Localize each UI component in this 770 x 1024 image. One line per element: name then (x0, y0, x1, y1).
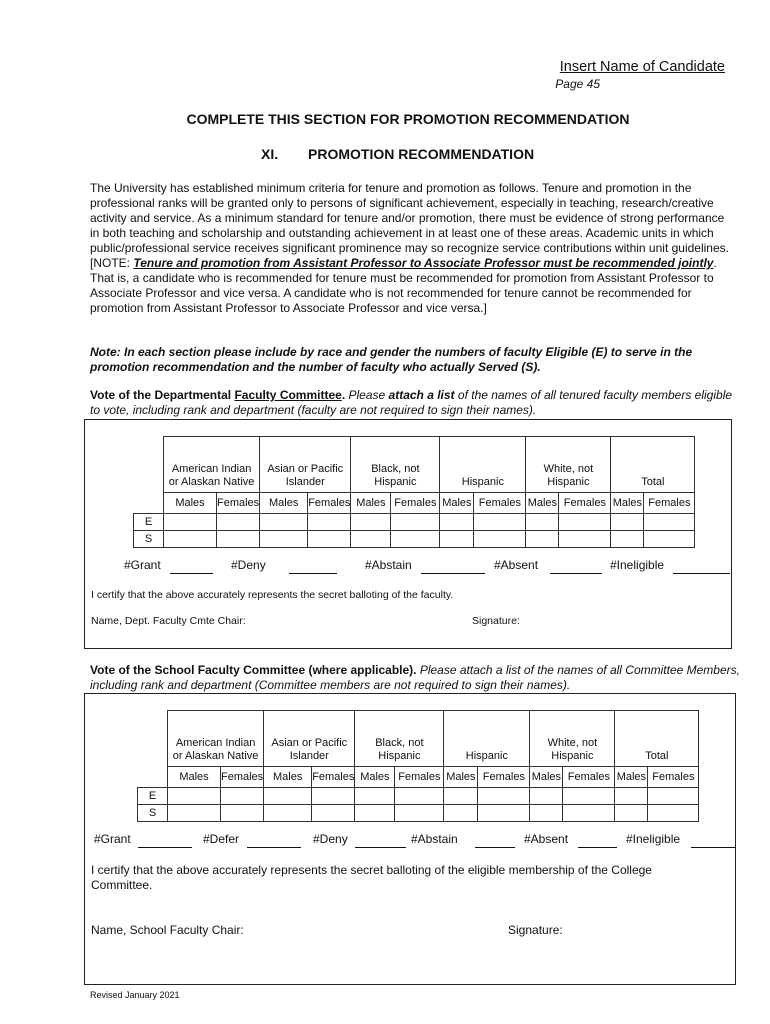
dept-absent-field[interactable] (550, 572, 602, 574)
dept-grant-label: #Grant (124, 558, 161, 572)
school-count-cell[interactable] (478, 805, 530, 822)
dept-count-cell[interactable] (526, 531, 559, 548)
dept-males-header: Males (440, 493, 474, 514)
dept-females-header: Females (217, 493, 260, 514)
dept-heading-period: . (341, 388, 346, 402)
dept-females-header: Females (474, 493, 526, 514)
dept-count-cell[interactable] (308, 514, 351, 531)
dept-abstain-field[interactable] (421, 572, 485, 574)
section-title: PROMOTION RECOMMENDATION (308, 146, 535, 162)
school-served-label: S (138, 805, 168, 822)
school-count-cell[interactable] (563, 788, 615, 805)
intro-text-after: . That is, a candidate who is recommended for tenure must be recommended for promotion from Assistant Professor to Associate Professor and vice versa. A candidate who is not recommended for tenure cannot be recommended for promotion from Assistant Professor to Associate Professor and vice versa.] (90, 256, 717, 315)
school-count-cell[interactable] (395, 788, 444, 805)
dept-count-cell[interactable] (164, 514, 217, 531)
school-males-header: Males (444, 767, 478, 788)
school-group-header: White, not Hispanic (530, 711, 615, 767)
dept-heading-rest: of the names of all tenured faculty members eligible to vote, including rank and department (faculty are not required to sign their names). (90, 388, 733, 417)
page-title: COMPLETE THIS SECTION FOR PROMOTION RECOMMENDATION (186, 111, 630, 127)
intro-paragraph (90, 181, 730, 316)
dept-heading (90, 388, 740, 418)
dept-count-cell[interactable] (644, 531, 695, 548)
dept-count-cell[interactable] (351, 514, 391, 531)
dept-served-label: S (134, 531, 164, 548)
dept-count-cell[interactable] (391, 514, 440, 531)
section-number: XI. (261, 146, 279, 162)
dept-group-header: Hispanic (440, 437, 526, 493)
dept-heading-underline: Faculty Committee (234, 388, 342, 402)
school-eligible-label: E (138, 788, 168, 805)
dept-count-cell[interactable] (559, 514, 611, 531)
school-defer-field[interactable] (247, 846, 301, 848)
revision-footer: Revised January 2021 (90, 990, 180, 1000)
dept-heading-italic: Please (345, 388, 389, 402)
dept-males-header: Males (351, 493, 391, 514)
school-grant-field[interactable] (138, 846, 192, 848)
school-count-cell[interactable] (312, 788, 355, 805)
dept-count-cell[interactable] (611, 514, 644, 531)
instruction-note: Note: In each section please include by race and gender the numbers of faculty Eligible (E) to serve in the promotion recommendation and the number of faculty who actually Served (S). (90, 345, 693, 374)
school-males-header: Males (355, 767, 395, 788)
dept-abstain-label: #Abstain (365, 558, 412, 572)
dept-group-header: Total (611, 437, 695, 493)
school-group-header: Hispanic (444, 711, 530, 767)
school-count-cell[interactable] (615, 805, 648, 822)
dept-count-cell[interactable] (260, 531, 308, 548)
dept-males-header: Males (260, 493, 308, 514)
dept-count-cell[interactable] (260, 514, 308, 531)
school-count-cell[interactable] (648, 788, 699, 805)
page-number: Page 45 (555, 77, 600, 91)
dept-deny-label: #Deny (231, 558, 266, 572)
school-heading-label: Vote of the School Faculty Committee (where applicable). (90, 663, 417, 677)
dept-count-cell[interactable] (391, 531, 440, 548)
school-males-header: Males (168, 767, 221, 788)
dept-count-cell[interactable] (559, 531, 611, 548)
dept-males-header: Males (164, 493, 217, 514)
school-males-header: Males (615, 767, 648, 788)
school-count-cell[interactable] (168, 788, 221, 805)
school-chair-label[interactable]: Name, School Faculty Chair: (91, 923, 244, 937)
dept-females-header: Females (308, 493, 351, 514)
school-ineligible-field[interactable] (691, 846, 735, 848)
dept-ineligible-field[interactable] (673, 572, 730, 574)
dept-signature-label[interactable]: Signature: (472, 615, 520, 627)
school-males-header: Males (530, 767, 563, 788)
dept-deny-field[interactable] (289, 572, 337, 574)
dept-demographics-table (133, 436, 695, 548)
dept-group-header: Asian or Pacific Islander (260, 437, 351, 493)
school-heading (90, 663, 740, 693)
school-absent-label: #Absent (524, 832, 569, 846)
school-females-header: Females (221, 767, 264, 788)
school-count-cell[interactable] (395, 805, 444, 822)
school-females-header: Females (478, 767, 530, 788)
school-deny-field[interactable] (355, 846, 406, 848)
dept-absent-label: #Absent (494, 558, 539, 572)
dept-females-header: Females (559, 493, 611, 514)
dept-grant-field[interactable] (170, 572, 213, 574)
school-count-cell[interactable] (355, 805, 395, 822)
school-count-cell[interactable] (563, 805, 615, 822)
candidate-name[interactable]: Insert Name of Candidate (559, 59, 725, 75)
dept-females-header: Females (391, 493, 440, 514)
dept-group-header: American Indian or Alaskan Native (164, 437, 260, 493)
school-count-cell[interactable] (530, 788, 563, 805)
dept-count-cell[interactable] (644, 514, 695, 531)
school-abstain-field[interactable] (475, 846, 515, 848)
school-demographics-table (137, 710, 699, 822)
dept-ineligible-label: #Ineligible (610, 558, 665, 572)
intro-text: The University has established minimum criteria for tenure and promotion as follows. Tenure and promotion in the professional ranks will be granted only to persons of significant achievement, especially in teaching, research/creative activity and service. As a minimum standard for tenure and/or promotion, there must be evidence of strong performance in both teaching and scholarship and outstanding achievement in at least one of these areas. Academic units in which public/professional service receives significant prominence may so recognize service contributions within unit guidelines. [NOTE: (90, 181, 729, 270)
school-group-header: American Indian or Alaskan Native (168, 711, 264, 767)
school-count-cell[interactable] (221, 805, 264, 822)
school-count-cell[interactable] (648, 805, 699, 822)
dept-count-cell[interactable] (351, 531, 391, 548)
school-heading-italic: Please attach a list of the names of all Committee Members, including rank and department (Committee members are not required to sign their names). (90, 663, 740, 692)
dept-group-header: White, not Hispanic (526, 437, 611, 493)
dept-females-header: Females (644, 493, 695, 514)
school-abstain-label: #Abstain (411, 832, 458, 846)
dept-count-cell[interactable] (308, 531, 351, 548)
school-count-cell[interactable] (478, 788, 530, 805)
school-signature-label[interactable]: Signature: (508, 923, 563, 937)
school-absent-field[interactable] (578, 846, 617, 848)
school-females-header: Females (395, 767, 444, 788)
dept-count-cell[interactable] (164, 531, 217, 548)
school-group-header: Black, not Hispanic (355, 711, 444, 767)
school-grant-label: #Grant (94, 832, 131, 846)
dept-count-cell[interactable] (217, 531, 260, 548)
dept-males-header: Males (611, 493, 644, 514)
dept-count-cell[interactable] (440, 531, 474, 548)
school-certify-text: I certify that the above accurately represents the secret balloting of the eligible membership of the College Committee. (91, 863, 652, 892)
school-defer-label: #Defer (203, 832, 240, 846)
dept-heading-attach: attach a list (388, 388, 455, 402)
school-count-cell[interactable] (264, 805, 312, 822)
school-count-cell[interactable] (312, 805, 355, 822)
school-count-cell[interactable] (355, 788, 395, 805)
dept-heading-label: Vote of the Departmental (90, 388, 235, 402)
school-count-cell[interactable] (444, 805, 478, 822)
school-deny-label: #Deny (313, 832, 348, 846)
intro-emphasis: Tenure and promotion from Assistant Professor to Associate Professor must be recommended jointly (133, 256, 714, 270)
school-group-header: Asian or Pacific Islander (264, 711, 355, 767)
dept-count-cell[interactable] (611, 531, 644, 548)
school-count-cell[interactable] (264, 788, 312, 805)
dept-count-cell[interactable] (474, 514, 526, 531)
school-count-cell[interactable] (530, 805, 563, 822)
dept-group-header: Black, not Hispanic (351, 437, 440, 493)
school-ineligible-label: #Ineligible (626, 832, 681, 846)
dept-certify-text: I certify that the above accurately represents the secret balloting of the faculty. (91, 589, 454, 601)
school-count-cell[interactable] (615, 788, 648, 805)
dept-eligible-label: E (134, 514, 164, 531)
school-females-header: Females (563, 767, 615, 788)
dept-count-cell[interactable] (526, 514, 559, 531)
dept-count-cell[interactable] (440, 514, 474, 531)
dept-count-cell[interactable] (217, 514, 260, 531)
dept-count-cell[interactable] (474, 531, 526, 548)
school-males-header: Males (264, 767, 312, 788)
school-females-header: Females (648, 767, 699, 788)
school-count-cell[interactable] (444, 788, 478, 805)
dept-chair-label[interactable]: Name, Dept. Faculty Cmte Chair: (91, 615, 246, 627)
school-count-cell[interactable] (221, 788, 264, 805)
school-females-header: Females (312, 767, 355, 788)
school-count-cell[interactable] (168, 805, 221, 822)
dept-males-header: Males (526, 493, 559, 514)
school-group-header: Total (615, 711, 699, 767)
